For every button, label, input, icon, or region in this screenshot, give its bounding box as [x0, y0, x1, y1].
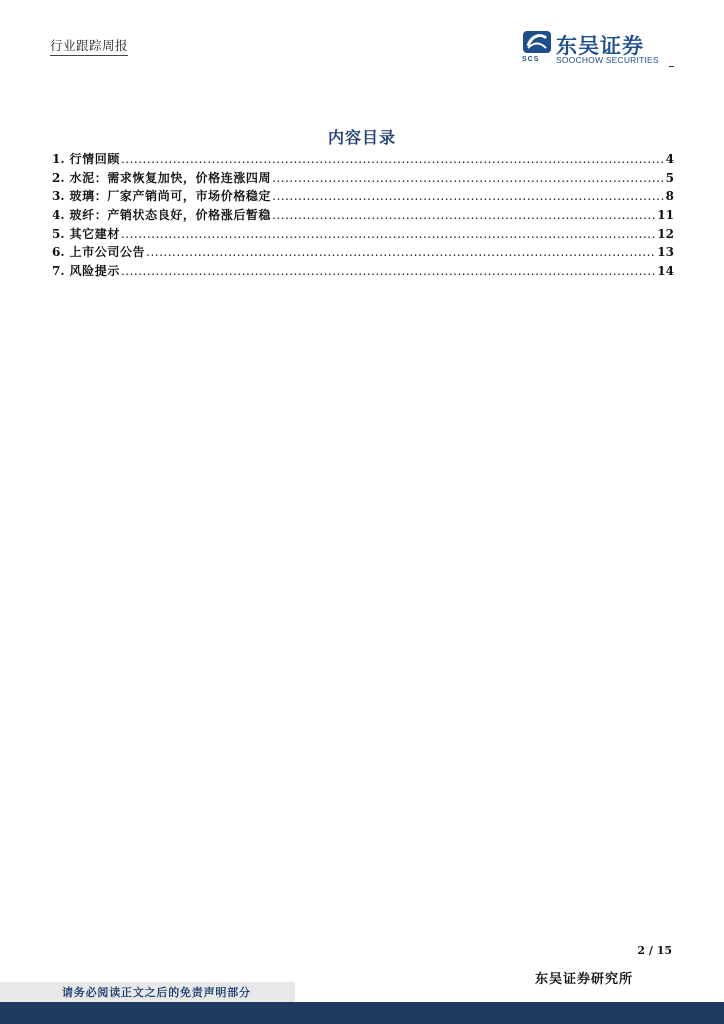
toc-entry-number: 1.	[52, 152, 65, 166]
header-divider	[669, 66, 674, 67]
toc-leader-dots	[121, 152, 665, 166]
brand-abbr: SCS	[522, 56, 540, 63]
toc-leader-dots	[272, 171, 665, 185]
disclaimer-bar	[0, 982, 295, 1002]
toc-entry-number: 3.	[52, 189, 65, 204]
toc-entry-title[interactable]: 风险提示	[69, 264, 120, 279]
toc-entry-title[interactable]: 水泥：需求恢复加快，价格连涨四周	[69, 170, 272, 185]
toc-heading: 内容目录	[327, 128, 396, 147]
toc-leader-dots	[121, 227, 656, 241]
toc-entry-page[interactable]: 13	[657, 245, 674, 260]
toc-entry[interactable]	[52, 150, 674, 169]
toc-entry[interactable]	[52, 262, 674, 281]
toc-leader-dots	[272, 208, 656, 222]
toc-entry-title[interactable]: 玻璃：厂家产销尚可，市场价格稳定	[69, 189, 272, 204]
toc-leader-dots	[121, 264, 656, 278]
toc-entry-title[interactable]: 上市公司公告	[69, 245, 146, 260]
table-of-contents	[52, 150, 674, 281]
toc-entry-title[interactable]: 其它建材	[69, 226, 120, 241]
toc-entry[interactable]	[52, 206, 674, 225]
page-number: 2 / 15	[637, 944, 672, 957]
toc-entry[interactable]	[52, 169, 674, 188]
footer-company-name: 东吴证券研究所	[535, 972, 634, 987]
toc-entry-page[interactable]: 11	[657, 208, 674, 223]
toc-entry-number: 5.	[52, 226, 65, 241]
toc-entry-number: 2.	[52, 170, 65, 185]
toc-entry-page[interactable]: 14	[657, 264, 674, 279]
toc-leader-dots	[146, 245, 656, 259]
disclaimer-text: 请务必阅读正文之后的免责声明部分	[62, 986, 251, 999]
toc-entry-number: 7.	[52, 264, 65, 279]
toc-leader-dots	[272, 189, 665, 203]
brand-name-cn: 东吴证券	[556, 34, 644, 58]
toc-entry-number: 4.	[52, 208, 65, 223]
soochow-logo-icon	[522, 30, 552, 54]
toc-entry-page[interactable]: 8	[665, 189, 674, 204]
toc-entry-title[interactable]: 行情回顾	[69, 152, 120, 166]
toc-entry-page[interactable]: 4	[665, 152, 674, 166]
footer-color-strip	[0, 1002, 724, 1024]
brand-logo	[522, 30, 672, 70]
toc-entry[interactable]	[52, 225, 674, 244]
toc-entry-number: 6.	[52, 245, 65, 260]
toc-entry[interactable]	[52, 243, 674, 262]
toc-entry-title[interactable]: 玻纤：产销状态良好，价格涨后暂稳	[69, 208, 272, 223]
toc-entry-page[interactable]: 12	[657, 226, 674, 241]
toc-entry-page[interactable]: 5	[665, 170, 674, 185]
report-type-label: 行业跟踪周报	[50, 36, 128, 56]
toc-entry[interactable]	[52, 187, 674, 206]
brand-name-en: SOOCHOW SECURITIES	[556, 55, 659, 65]
